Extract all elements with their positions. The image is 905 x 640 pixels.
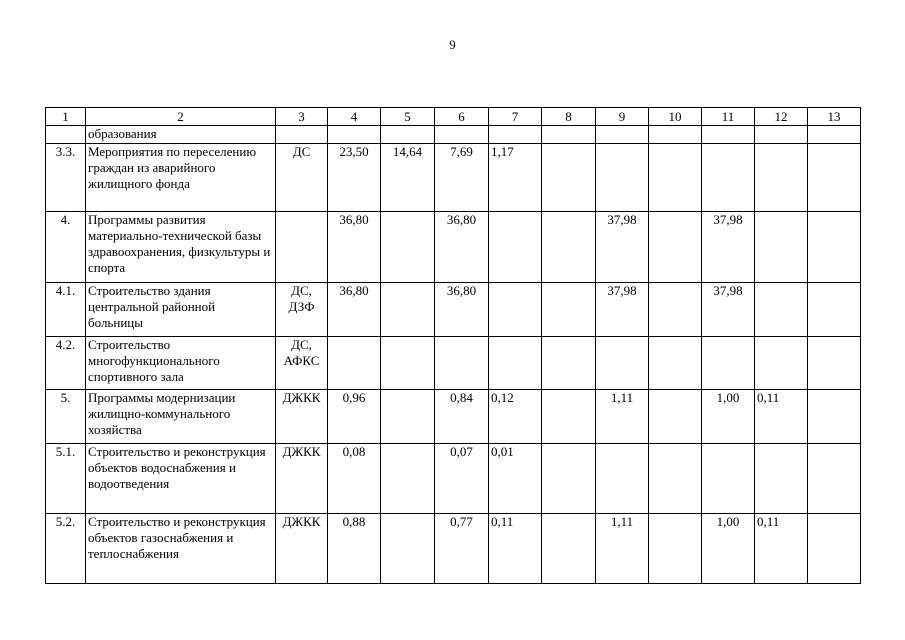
table-row: [46, 144, 861, 212]
cell-11: [702, 337, 755, 390]
cell-9: [596, 126, 649, 144]
row-number: 5.1.: [46, 444, 86, 514]
table-row: [46, 514, 861, 584]
row-name: Строительство и реконструкция объектов газоснабжения и теплоснабжения: [86, 514, 276, 584]
row-source: ДС, ДЗФ: [276, 283, 328, 337]
cell-8: [542, 514, 596, 584]
row-source: ДС: [276, 144, 328, 212]
cell-12: 0,11: [755, 514, 808, 584]
cell-5: [381, 514, 435, 584]
column-header: 4: [328, 108, 381, 126]
cell-9: [596, 337, 649, 390]
row-number: 5.: [46, 390, 86, 444]
cell-4: 0,88: [328, 514, 381, 584]
column-header: 13: [808, 108, 861, 126]
cell-10: [649, 212, 702, 283]
row-name: Программы развития материально-технической базы здравоохранения, физкультуры и спорта: [86, 212, 276, 283]
cell-12: [755, 126, 808, 144]
cell-5: [381, 126, 435, 144]
cell-6: [435, 126, 489, 144]
row-source: [276, 126, 328, 144]
cell-9: 37,98: [596, 212, 649, 283]
column-header: 7: [489, 108, 542, 126]
cell-9: 37,98: [596, 283, 649, 337]
cell-4: 23,50: [328, 144, 381, 212]
cell-10: [649, 144, 702, 212]
page-number: 9: [449, 37, 456, 52]
cell-12: [755, 283, 808, 337]
cell-4: [328, 126, 381, 144]
cell-8: [542, 144, 596, 212]
cell-6: 36,80: [435, 212, 489, 283]
cell-10: [649, 126, 702, 144]
cell-7: 0,11: [489, 514, 542, 584]
row-number: [46, 126, 86, 144]
table-row: [46, 390, 861, 444]
column-header: 11: [702, 108, 755, 126]
row-name: Строительство и реконструкция объектов водоснабжения и водоотведения: [86, 444, 276, 514]
cell-11: 37,98: [702, 283, 755, 337]
cell-8: [542, 444, 596, 514]
cell-6: 36,80: [435, 283, 489, 337]
cell-5: [381, 390, 435, 444]
table-row: [46, 283, 861, 337]
column-header: 5: [381, 108, 435, 126]
column-header: 3: [276, 108, 328, 126]
cell-11: [702, 126, 755, 144]
header-row: [46, 108, 861, 126]
cell-9: 1,11: [596, 514, 649, 584]
row-source: ДЖКК: [276, 390, 328, 444]
cell-7: [489, 283, 542, 337]
row-number: 4.1.: [46, 283, 86, 337]
cell-13: [808, 144, 861, 212]
row-number: 4.: [46, 212, 86, 283]
row-source: ДС, АФКС: [276, 337, 328, 390]
row-source: ДЖКК: [276, 514, 328, 584]
row-number: 3.3.: [46, 144, 86, 212]
row-source: [276, 212, 328, 283]
row-name: Программы модернизации жилищно-коммунального хозяйства: [86, 390, 276, 444]
cell-6: 7,69: [435, 144, 489, 212]
cell-8: [542, 390, 596, 444]
column-header: 1: [46, 108, 86, 126]
column-header: 12: [755, 108, 808, 126]
cell-9: [596, 144, 649, 212]
cell-12: [755, 337, 808, 390]
cell-10: [649, 390, 702, 444]
row-name: Строительство здания центральной районной больницы: [86, 283, 276, 337]
row-name: образования: [86, 126, 276, 144]
cell-6: 0,77: [435, 514, 489, 584]
cell-13: [808, 283, 861, 337]
cell-10: [649, 514, 702, 584]
column-header: 10: [649, 108, 702, 126]
row-name: Мероприятия по переселению граждан из аварийного жилищного фонда: [86, 144, 276, 212]
cell-7: 0,01: [489, 444, 542, 514]
cell-10: [649, 283, 702, 337]
cell-13: [808, 444, 861, 514]
cell-6: 0,07: [435, 444, 489, 514]
cell-13: [808, 126, 861, 144]
cell-9: [596, 444, 649, 514]
column-header: 9: [596, 108, 649, 126]
cell-4: [328, 337, 381, 390]
column-header: 6: [435, 108, 489, 126]
table-row: [46, 337, 861, 390]
program-table: [45, 107, 861, 584]
cell-5: [381, 444, 435, 514]
cell-7: [489, 126, 542, 144]
cell-11: 1,00: [702, 390, 755, 444]
cell-7: [489, 337, 542, 390]
cell-10: [649, 337, 702, 390]
cell-12: [755, 144, 808, 212]
row-number: 4.2.: [46, 337, 86, 390]
cell-13: [808, 514, 861, 584]
table-row: [46, 212, 861, 283]
cell-7: 0,12: [489, 390, 542, 444]
table-row: [46, 444, 861, 514]
row-name: Строительство многофункционального спортивного зала: [86, 337, 276, 390]
cell-10: [649, 444, 702, 514]
cell-8: [542, 126, 596, 144]
cell-12: [755, 444, 808, 514]
cell-11: [702, 144, 755, 212]
cell-4: 0,96: [328, 390, 381, 444]
table-row: [46, 126, 861, 144]
column-header: 8: [542, 108, 596, 126]
cell-5: [381, 337, 435, 390]
cell-13: [808, 390, 861, 444]
cell-12: [755, 212, 808, 283]
row-source: ДЖКК: [276, 444, 328, 514]
cell-8: [542, 283, 596, 337]
cell-11: 1,00: [702, 514, 755, 584]
cell-7: 1,17: [489, 144, 542, 212]
cell-8: [542, 337, 596, 390]
cell-7: [489, 212, 542, 283]
cell-4: 0,08: [328, 444, 381, 514]
cell-12: 0,11: [755, 390, 808, 444]
cell-4: 36,80: [328, 283, 381, 337]
cell-9: 1,11: [596, 390, 649, 444]
cell-5: [381, 283, 435, 337]
cell-5: 14,64: [381, 144, 435, 212]
cell-8: [542, 212, 596, 283]
cell-4: 36,80: [328, 212, 381, 283]
cell-13: [808, 212, 861, 283]
column-header: 2: [86, 108, 276, 126]
cell-11: [702, 444, 755, 514]
row-number: 5.2.: [46, 514, 86, 584]
cell-6: [435, 337, 489, 390]
cell-6: 0,84: [435, 390, 489, 444]
cell-11: 37,98: [702, 212, 755, 283]
cell-5: [381, 212, 435, 283]
cell-13: [808, 337, 861, 390]
